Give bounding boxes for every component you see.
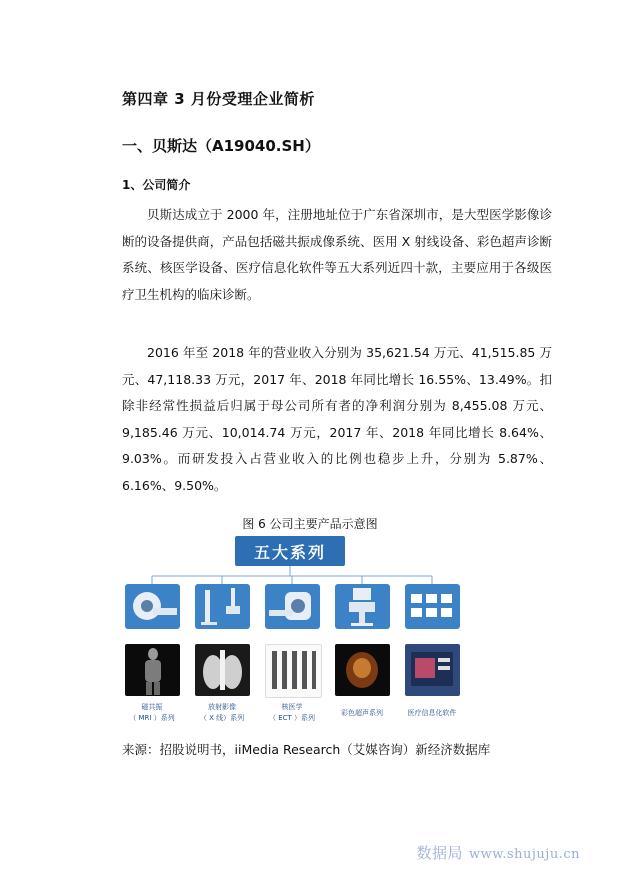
financial-paragraph — [122, 340, 552, 499]
label-software-series — [397, 708, 467, 719]
xray-machine-image — [195, 584, 250, 629]
mri-machine-image — [125, 584, 180, 629]
chapter-title: 第四章 3 月份受理企业简析 — [122, 90, 315, 108]
label-mri-series — [117, 702, 187, 724]
watermark — [417, 842, 581, 863]
product-figure — [120, 536, 462, 728]
label-ect-line2: （ ECT ）系列 — [268, 714, 316, 722]
xray-chest-image — [195, 644, 250, 696]
ultrasound-scan-image — [335, 644, 390, 696]
watermark-name: 数据局 — [416, 844, 464, 862]
label-ultrasound-line1: 彩色超声系列 — [341, 709, 383, 717]
label-mri-line2: （ MRI ）系列 — [129, 714, 175, 722]
figure-title: 五大系列 — [235, 536, 345, 566]
paragraph-company-intro: 贝斯达成立于 2000 年，注册地址位于广东省深圳市，是大型医学影像诊断的设备提供商，产品包括磁共振成像系统、医用 X 射线设备、彩色超声诊断系统、核医学设备、医疗信息化软件等五大系列近四十款，主要应用于各级医疗卫生机构的临床诊断。 — [122, 207, 552, 302]
source-note: 来源：招股说明书，iiMedia Research（艾媒咨询）新经济数据库 — [122, 742, 491, 757]
label-ect-series — [257, 702, 327, 724]
section-title: 一、贝斯达（A19040.SH） — [122, 137, 320, 155]
mri-scan-image — [125, 644, 180, 696]
label-software-line1: 医疗信息化软件 — [407, 709, 457, 717]
ect-machine-image — [265, 584, 320, 629]
software-screen-image — [405, 644, 460, 696]
label-ect-line1: 核医学 — [281, 703, 303, 711]
label-xray-line2: （ X 线）系列 — [199, 714, 245, 722]
label-mri-line1: 磁共振 — [141, 703, 163, 711]
label-xray-series — [187, 702, 257, 724]
watermark-url: www.shujuju.cn — [469, 847, 580, 862]
software-image — [405, 584, 460, 629]
ultrasound-machine-image — [335, 584, 390, 629]
figure-caption: 图 6 公司主要产品示意图 — [242, 517, 378, 531]
paragraph-financials: 2016 年至 2018 年的营业收入分别为 35,621.54 万元、41,515.85 万元、47,118.33 万元，2017 年、2018 年同比增长 16.55%、13.49%。扣除非经常性损益后归属于母公司所有者的净利润分别为 8,455.08 万元、9,185.46 万元、10,014.74 万元，2017 年、2018 年同比增长 8.64%、9.03%。而研发投入占营业收入的比例也稳步上升，分别为 5.87%、6.16%、9.50%。 — [122, 345, 552, 493]
label-ultrasound-series — [327, 708, 397, 719]
label-xray-line1: 放射影像 — [208, 703, 236, 711]
ect-scan-image — [265, 644, 322, 698]
subsection-title: 1、公司简介 — [122, 178, 191, 192]
intro-paragraph — [122, 202, 552, 308]
